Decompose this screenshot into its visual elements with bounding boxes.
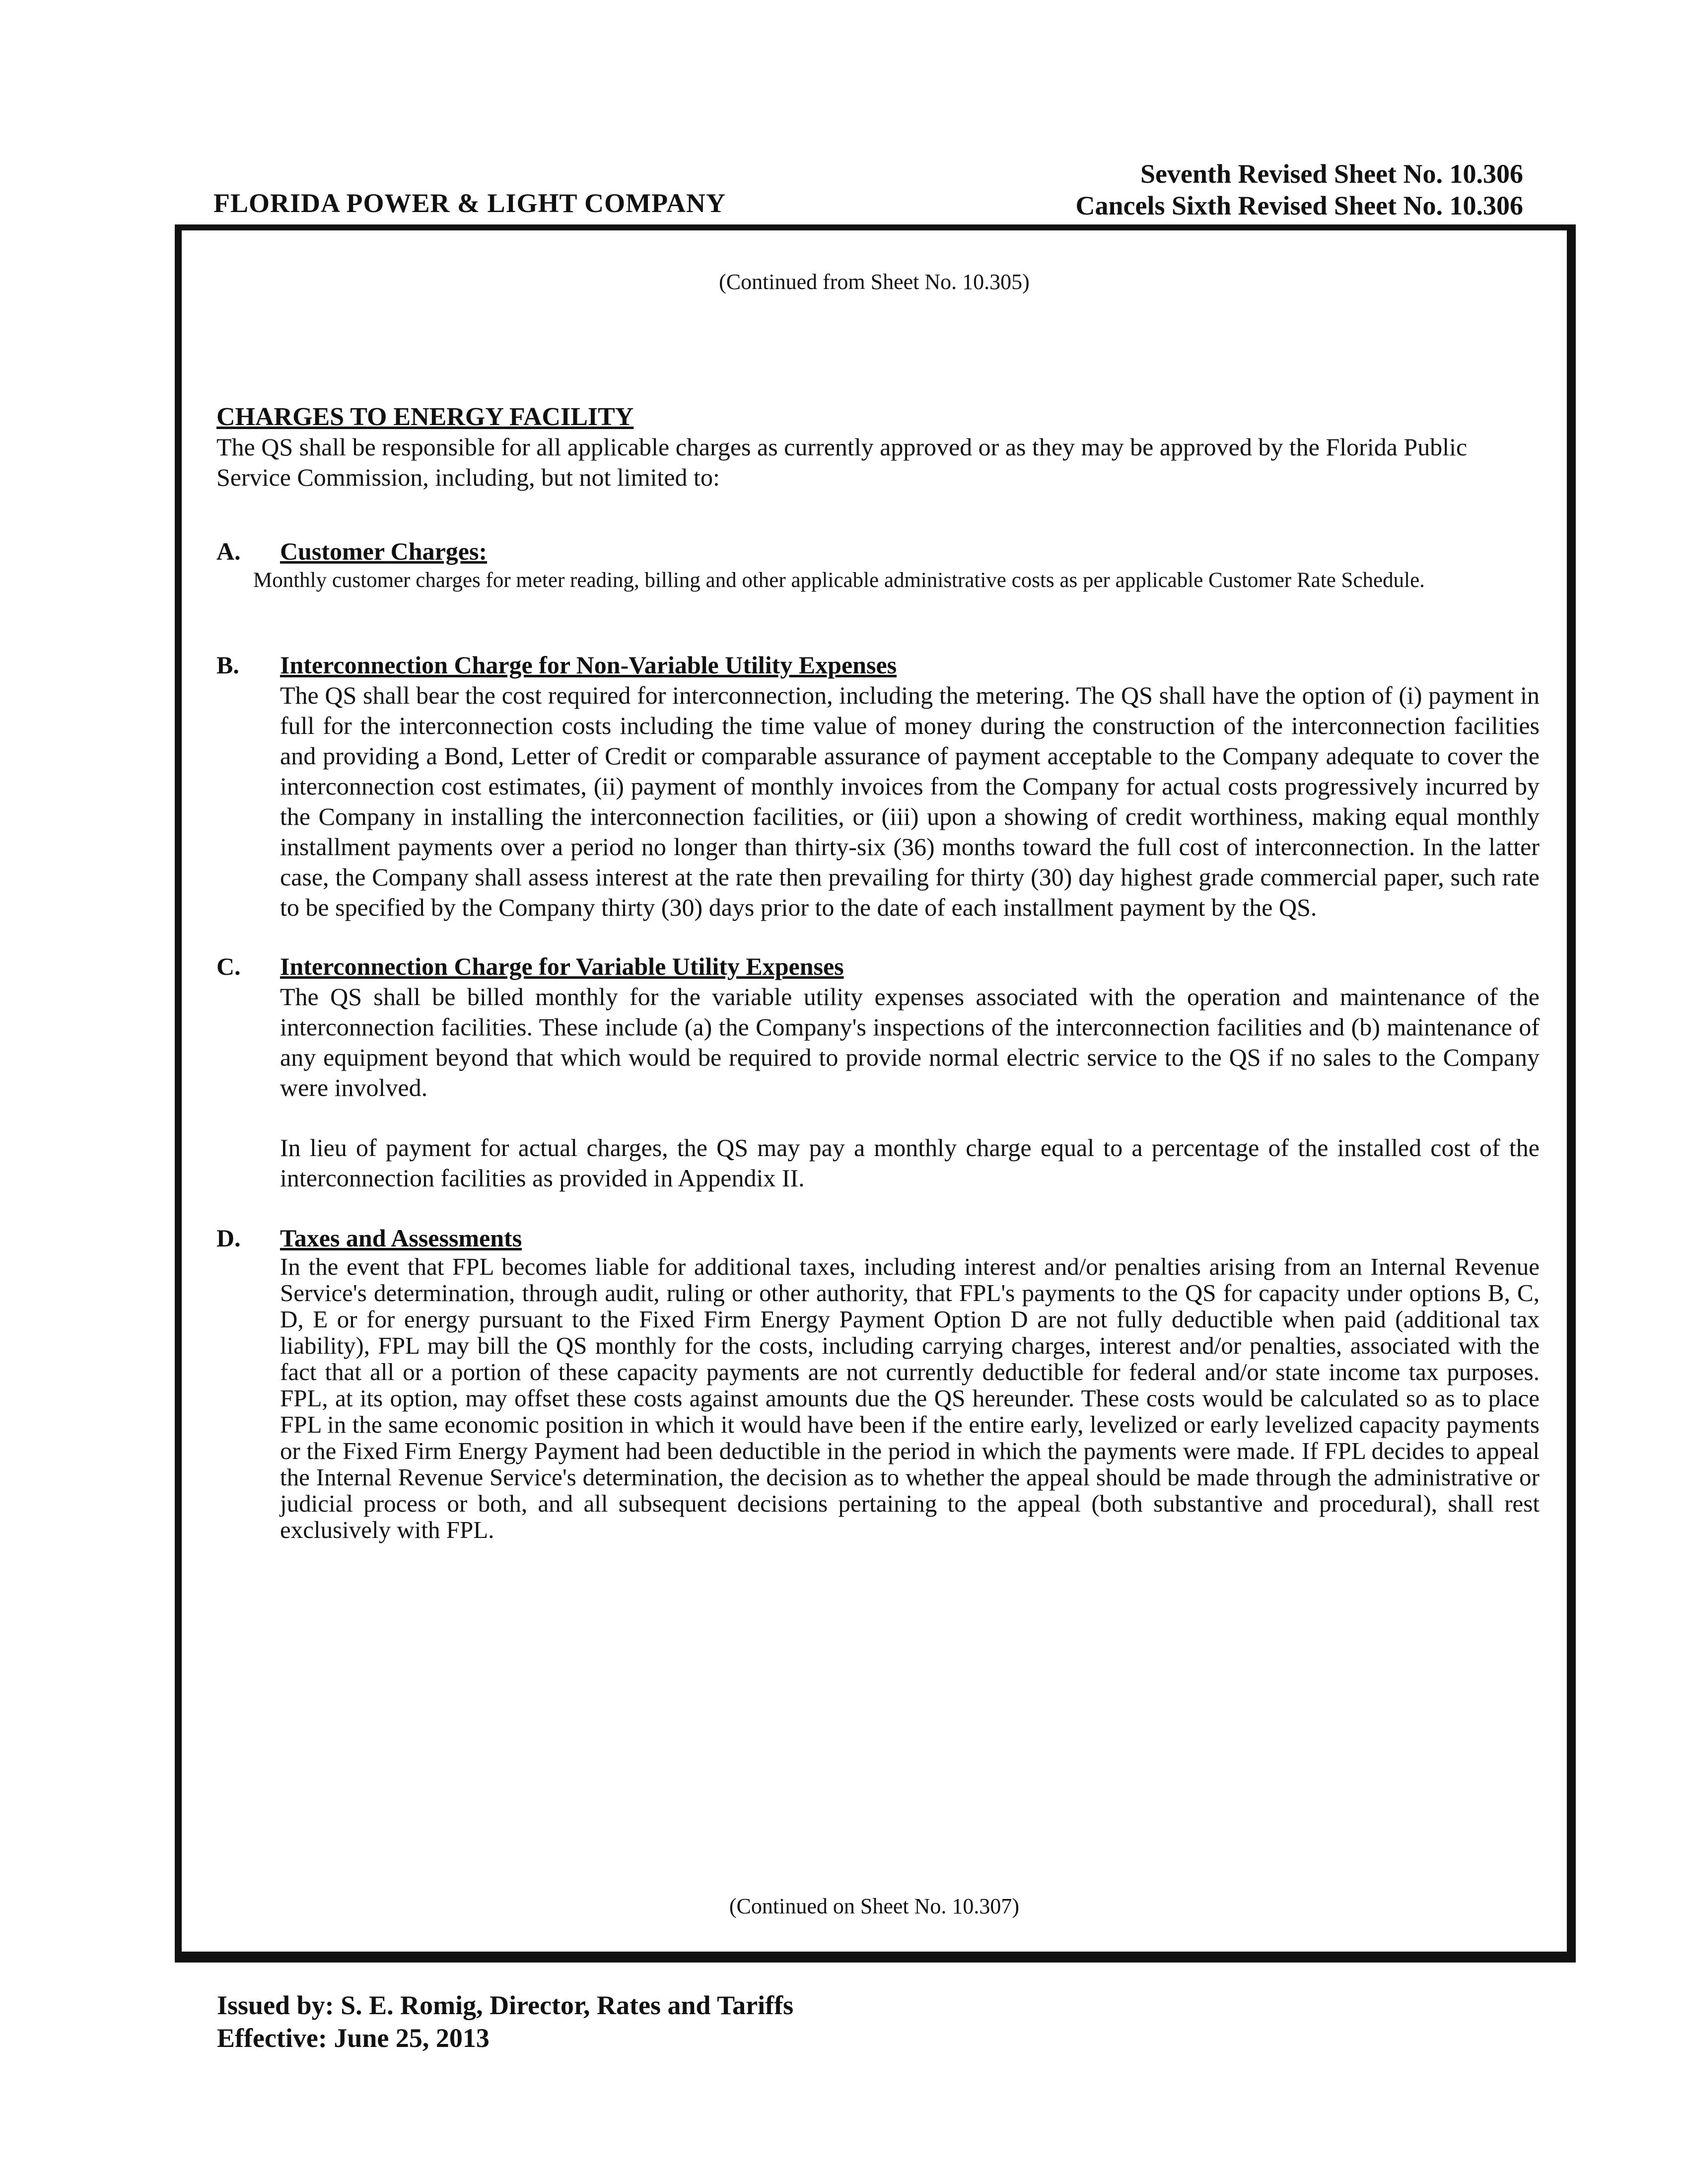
cancels-sheet-number: Cancels Sixth Revised Sheet No. 10.306	[1075, 191, 1523, 220]
item-title: Interconnection Charge for Variable Utility Expenses	[280, 952, 844, 980]
section-title: CHARGES TO ENERGY FACILITY	[216, 403, 634, 431]
item-paragraph: The QS shall be billed monthly for the variable utility expenses associated with the operation and maintenance of the interconnection facilities. These include (a) the Company's inspections of the interconnection facilities and (b) maintenance of any equipment beyond that which would be required to provide normal electric service to the QS if no sales to the Company were involved.	[280, 983, 1540, 1101]
item-taxes-assessments	[216, 1223, 1540, 1543]
continued-from: (Continued from Sheet No. 10.305)	[719, 270, 1030, 294]
item-paragraph: The QS shall bear the cost required for interconnection, including the metering. The QS shall have the option of (i) payment in full for the interconnection costs including the time value of money during the construction of the interconnection facilities and providing a Bond, Letter of Credit or comparable assurance of payment acceptable to the Company adequate to cover the interconnection cost estimates, (ii) payment of monthly invoices from the Company for actual costs progressively incurred by the Company in installing the interconnection facilities, or (iii) upon a showing of credit worthiness, making equal monthly installment payments over a period no longer than thirty-six (36) months toward the full cost of interconnection. In the latter case, the Company shall assess interest at the rate then prevailing for thirty (30) day highest grade commercial paper, such rate to be specified by the Company thirty (30) days prior to the date of each installment payment by the QS.	[280, 681, 1540, 921]
effective-label: Effective:	[217, 2023, 334, 2053]
item-letter: A.	[216, 537, 241, 565]
item-non-variable-expenses	[216, 650, 1540, 923]
tariff-content	[216, 402, 1540, 1543]
item-title: Customer Charges:	[280, 537, 488, 565]
item-title: Interconnection Charge for Non-Variable Utility Expenses	[280, 651, 897, 679]
section-intro: The QS shall be responsible for all applicable charges as currently approved or as they may be approved by the Florida Public Service Commission, including, but not limited to:	[216, 433, 1468, 491]
item-paragraph: In lieu of payment for actual charges, the QS may pay a monthly charge equal to a percentage of the installed cost of the interconnection facilities as provided in Appendix II.	[280, 1134, 1540, 1192]
footer	[217, 1989, 793, 2054]
issued-by-label: Issued by:	[217, 1990, 341, 2020]
company-name: FLORIDA POWER & LIGHT COMPANY	[213, 188, 726, 218]
item-title: Taxes and Assessments	[280, 1224, 522, 1252]
item-paragraph: Monthly customer charges for meter reading, billing and other applicable administrative costs as per applicable Customer Rate Schedule.	[253, 569, 1425, 592]
tariff-frame	[175, 224, 1576, 1963]
sheet-info	[1076, 158, 1524, 221]
item-paragraph: In the event that FPL becomes liable for additional taxes, including interest and/or penalties arising from an Internal Revenue Service's determination, through audit, ruling or other authority, that FPL's payments to the QS for capacity under options B, C, D, E or for energy pursuant to the Fixed Firm Energy Payment Option D are not fully deductible when paid (additional tax liability), FPL may bill the QS monthly for the costs, including carrying charges, interest and/or penalties, associated with the fact that all or a portion of these capacity payments are not currently deductible for federal and/or state income tax purposes. FPL, at its option, may offset these costs against amounts due the QS hereunder. These costs would be calculated so as to place FPL in the same economic position in which it would have been if the entire early, levelized or early levelized capacity payments or the Fixed Firm Energy Payment had been deductible in the period in which the payments were made. If FPL decides to appeal the Internal Revenue Service's determination, the decision as to whether the appeal should be made through the administrative or judicial process or both, and all subsequent decisions pertaining to the appeal (both substantive and procedural), shall rest exclusively with FPL.	[280, 1253, 1540, 1543]
item-customer-charges	[216, 536, 1540, 594]
sheet-number: Seventh Revised Sheet No. 10.306	[1140, 159, 1523, 189]
continued-on: (Continued on Sheet No. 10.307)	[729, 1894, 1020, 1918]
item-letter: C.	[216, 952, 241, 980]
effective-value: June 25, 2013	[334, 2023, 490, 2053]
effective-row	[217, 2022, 793, 2054]
item-letter: B.	[216, 651, 239, 679]
item-variable-expenses	[216, 951, 1540, 1193]
item-letter: D.	[216, 1224, 241, 1252]
issued-by-row	[217, 1989, 793, 2022]
issued-by-value: S. E. Romig, Director, Rates and Tariffs	[341, 1990, 794, 2020]
